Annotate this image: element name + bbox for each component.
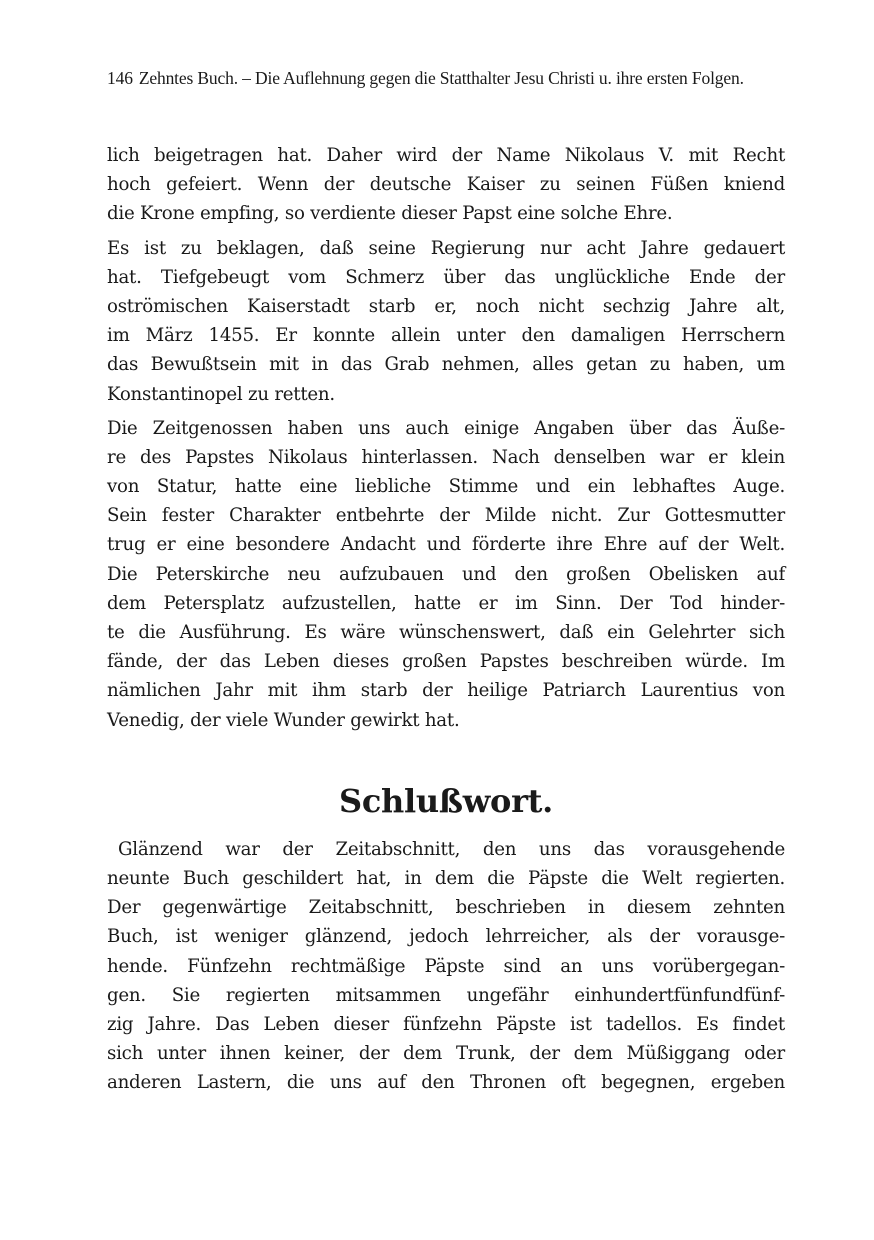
paragraph-2 [107, 234, 785, 409]
text-line: fände, der das Leben dieses großen Papstes beschreiben würde. Im [107, 651, 785, 673]
text-line: dem Petersplatz aufzustellen, hatte er im Sinn. Der Tod hinder- [107, 592, 785, 614]
paragraph-1 [107, 141, 785, 229]
book-page [107, 66, 785, 1102]
text-line: gen. Sie regierten mitsammen ungefähr einhundertfünfundfünf- [107, 984, 785, 1006]
running-head [107, 66, 785, 90]
text-line: anderen Lastern, die uns auf den Thronen oft begegnen, ergeben [107, 1072, 785, 1094]
text-line: trug er eine besondere Andacht und förderte ihre Ehre auf der Welt. [107, 534, 785, 556]
text-line: von Statur, hatte eine liebliche Stimme und ein lebhaftes Auge. [107, 476, 785, 498]
text-line: Venedig, der viele Wunder gewirkt hat. [107, 709, 460, 731]
text-line: hat. Tiefgebeugt vom Schmerz über das unglückliche Ende der [107, 266, 785, 288]
text-line: lich beigetragen hat. Daher wird der Name Nikolaus V. mit Recht [107, 145, 785, 166]
text-line: Die Peterskirche neu aufzubauen und den großen Obelisken auf [107, 563, 785, 585]
text-line: sich unter ihnen keiner, der dem Trunk, der dem Müßiggang oder [107, 1043, 785, 1065]
text-line: neunte Buch geschildert hat, in dem die Päpste die Welt regierten. [107, 867, 785, 889]
paragraph-3 [107, 414, 785, 735]
text-line: die Krone empfing, so verdiente dieser Papst eine solche Ehre. [107, 203, 673, 225]
text-line: das Bewußtsein mit in das Grab nehmen, alles getan zu haben, um [107, 354, 785, 376]
text-line: Glänzend war der Zeitabschnitt, den uns das vorausgehende [118, 838, 785, 860]
text-line: Der gegenwärtige Zeitabschnitt, beschrieben in diesem zehnten [107, 897, 785, 919]
text-line: oströmischen Kaiserstadt starb er, noch nicht sechzig Jahre alt, [107, 295, 785, 317]
text-line: im März 1455. Er konnte allein unter den damaligen Herrschern [107, 325, 785, 347]
paragraph-4 [107, 835, 785, 1098]
text-line: Sein fester Charakter entbehrte der Milde nicht. Zur Gottesmutter [107, 505, 785, 527]
text-line: te die Ausführung. Es wäre wünschenswert, daß ein Gelehrter sich [107, 622, 785, 643]
text-line: hende. Fünfzehn rechtmäßige Päpste sind an uns vorübergegan- [107, 955, 785, 977]
running-title: Zehntes Buch. – Die Auflehnung gegen die Statthalter Jesu Christi u. ihre ersten Folgen. [138, 68, 744, 88]
page-number: 146 [107, 68, 133, 88]
text-line: nämlichen Jahr mit ihm starb der heilige Patriarch Laurentius von [107, 680, 785, 702]
text-line: zig Jahre. Das Leben dieser fünfzehn Päpste ist tadellos. Es findet [107, 1013, 785, 1035]
text-line: re des Papstes Nikolaus hinterlassen. Nach denselben war er klein [107, 446, 785, 468]
text-line: hoch gefeiert. Wenn der deutsche Kaiser zu seinen Füßen kniend [107, 174, 785, 196]
text-line: Buch, ist weniger glänzend, jedoch lehrreicher, als der vorausge- [107, 926, 785, 948]
text-line: Es ist zu beklagen, daß seine Regierung nur acht Jahre gedauert [107, 237, 785, 259]
section-heading: Schlußwort. [339, 781, 553, 820]
text-line: Konstantinopel zu retten. [107, 383, 335, 405]
text-line: Die Zeitgenossen haben uns auch einige Angaben über das Äuße- [107, 417, 785, 439]
body-text [107, 141, 785, 1097]
